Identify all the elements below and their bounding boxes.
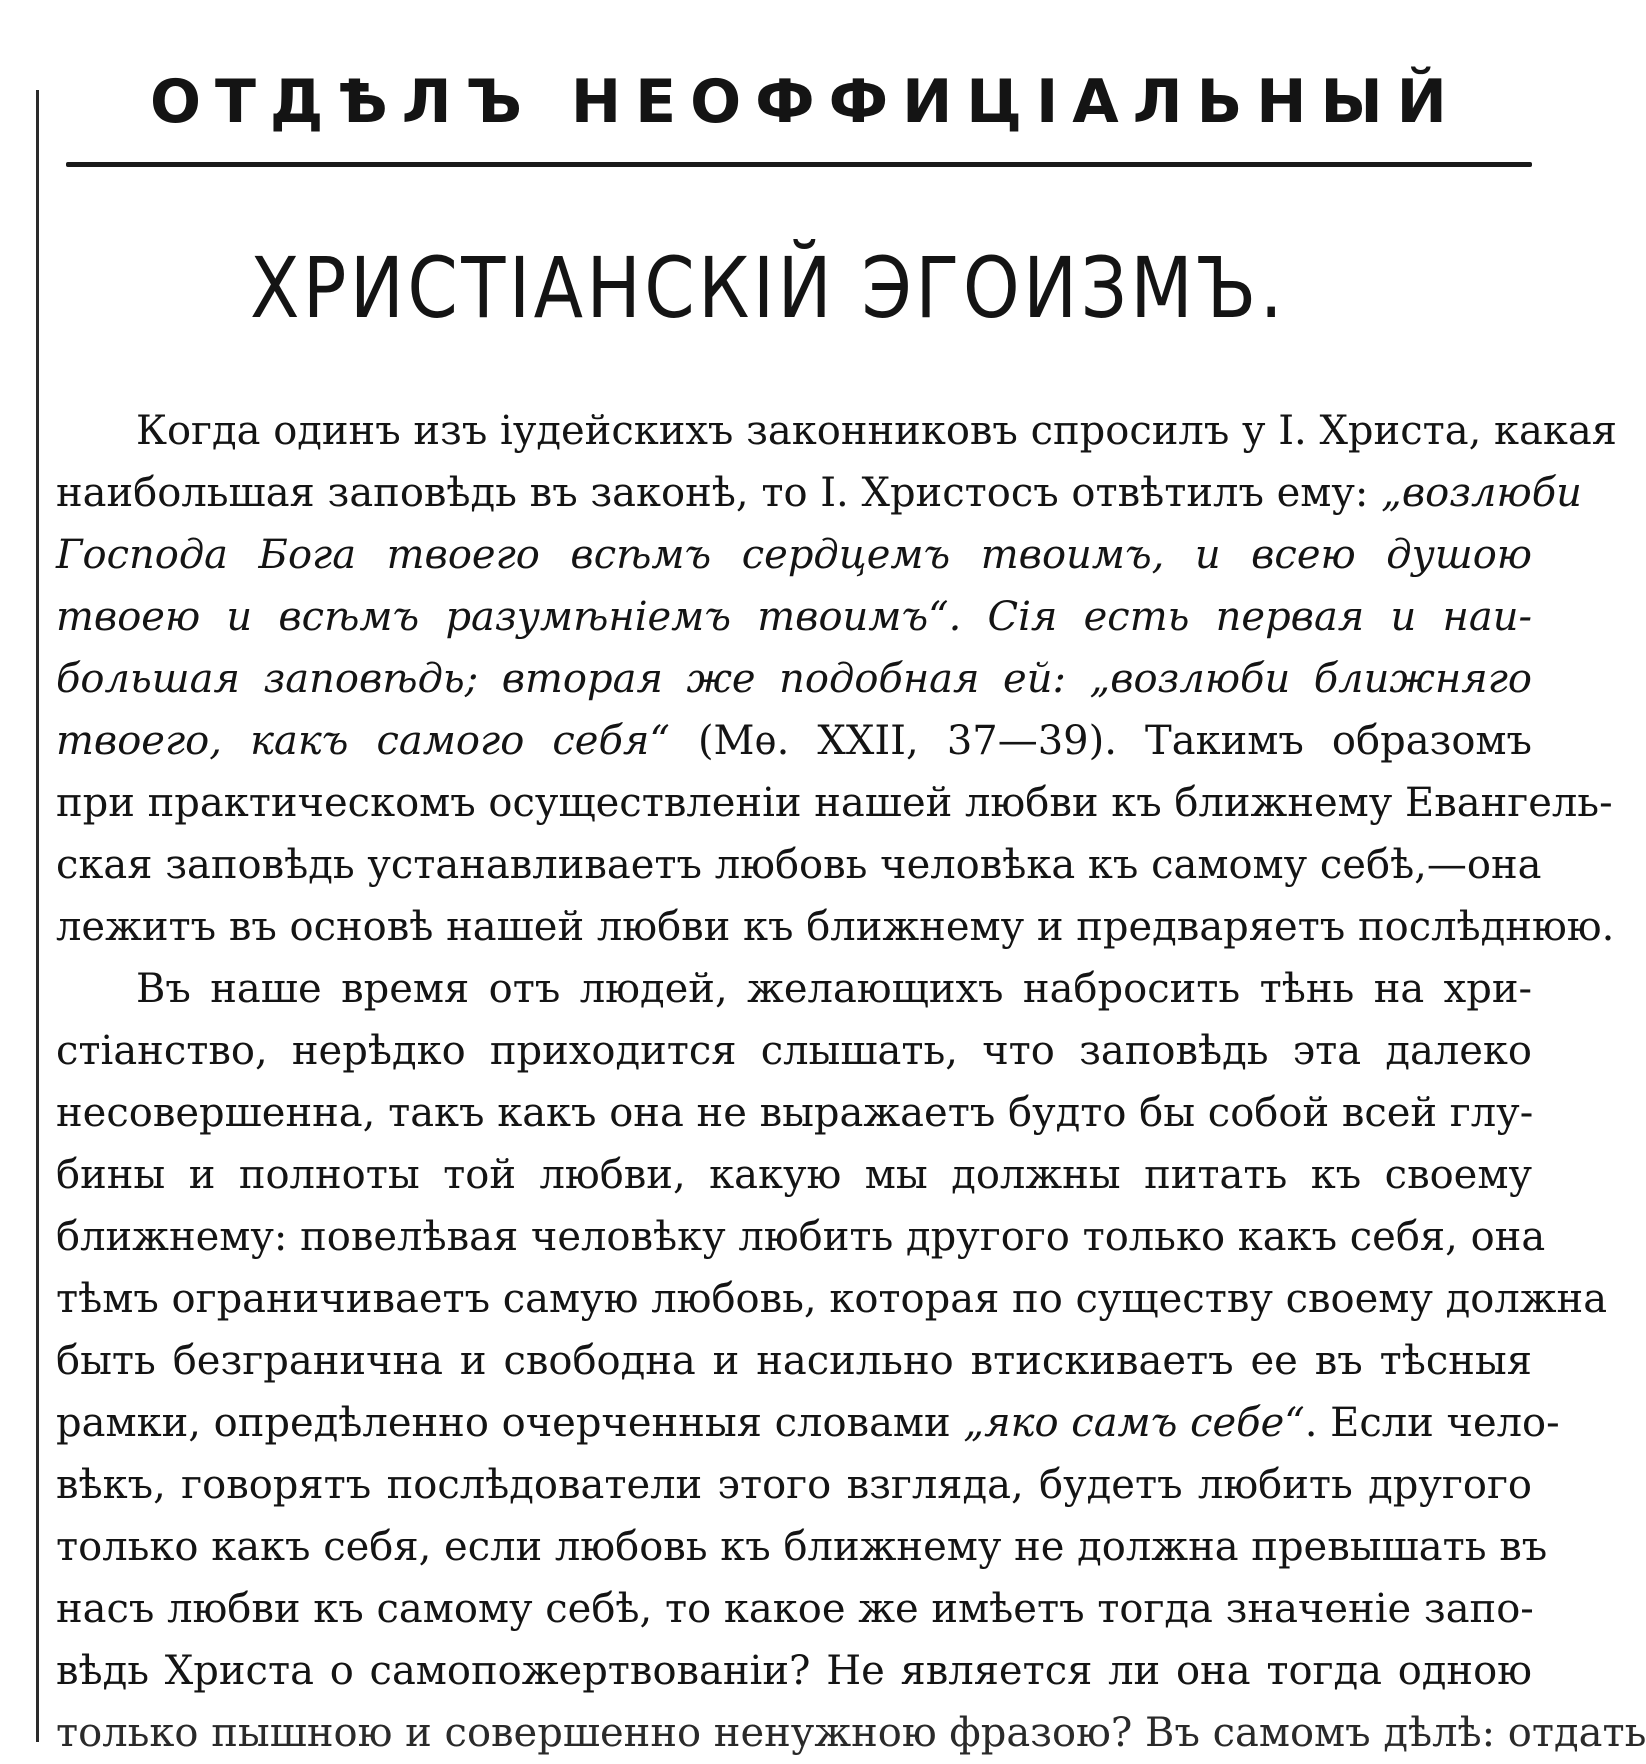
text-segment: Когда одинъ изъ іудейскихъ законниковъ спросилъ у І. Христа, какая bbox=[136, 408, 1617, 454]
body-line bbox=[56, 1640, 1532, 1702]
text-segment: только какъ себя, если любовь къ ближнему не должна превышать въ bbox=[56, 1524, 1548, 1570]
body-line bbox=[56, 648, 1532, 710]
italic-text-segment: „возлюби bbox=[1381, 470, 1582, 516]
article-body bbox=[56, 400, 1646, 1764]
body-line bbox=[56, 1578, 1532, 1640]
text-segment: лежитъ въ основѣ нашей любви къ ближнему и предваряетъ послѣднюю. bbox=[56, 904, 1615, 950]
body-line bbox=[56, 1020, 1532, 1082]
text-segment: (Мѳ. XXII, 37—39). Такимъ образомъ bbox=[669, 718, 1532, 764]
text-segment: насъ любви къ самому себѣ, то какое же имѣетъ тогда значеніе запо- bbox=[56, 1586, 1534, 1632]
text-segment: стіанство, нерѣдко приходится слышать, что заповѣдь эта далеко bbox=[56, 1028, 1532, 1074]
section-header: ОТДѢЛЪ НЕОФФИЦІАЛЬНЫЙ bbox=[150, 67, 1461, 137]
italic-text-segment: Господа Бога твоего всѣмъ сердцемъ твоимъ, и всею душою bbox=[56, 532, 1532, 578]
text-segment: быть безгранична и свободна и насильно втискиваетъ ее въ тѣсныя bbox=[56, 1338, 1532, 1384]
text-segment: наибольшая заповѣдь въ законѣ, то І. Христосъ отвѣтилъ ему: bbox=[56, 470, 1382, 516]
header-rule bbox=[66, 162, 1532, 167]
body-line bbox=[56, 1330, 1532, 1392]
body-line bbox=[56, 462, 1582, 524]
body-line bbox=[56, 834, 1542, 896]
text-segment: вѣкъ, говорятъ послѣдователи этого взгляда, будетъ любить другого bbox=[56, 1462, 1532, 1508]
italic-text-segment: большая заповѣдь; вторая же подобная ей: „возлюби ближняго bbox=[56, 656, 1532, 702]
body-line bbox=[56, 1392, 1560, 1454]
text-segment: бины и полноты той любви, какую мы должны питать къ своему bbox=[56, 1152, 1532, 1198]
text-segment: ближнему: повелѣвая человѣку любить другого только какъ себя, она bbox=[56, 1214, 1546, 1260]
text-segment: только пышною и совершенно ненужною фразою? Въ самомъ дѣлѣ: отдать bbox=[56, 1710, 1646, 1756]
body-line bbox=[56, 896, 1615, 958]
body-line bbox=[56, 524, 1532, 586]
text-segment: рамки, опредѣленно очерченныя словами bbox=[56, 1400, 964, 1446]
text-segment: вѣдь Христа о самопожертвованіи? Не является ли она тогда одною bbox=[56, 1648, 1532, 1694]
body-line bbox=[56, 1144, 1532, 1206]
italic-text-segment: твоего, какъ самого себя“ bbox=[56, 718, 670, 764]
text-segment: несовершенна, такъ какъ она не выражаетъ будто бы собой всей глу- bbox=[56, 1090, 1534, 1136]
body-line bbox=[56, 1702, 1646, 1764]
italic-text-segment: твоею и всѣмъ разумѣніемъ твоимъ“. Сія есть первая и наи- bbox=[56, 594, 1532, 640]
body-line bbox=[56, 710, 1532, 772]
body-line bbox=[56, 400, 1617, 462]
body-line bbox=[56, 1454, 1532, 1516]
body-line bbox=[56, 1268, 1608, 1330]
body-line bbox=[56, 1516, 1548, 1578]
text-segment: . Если чело- bbox=[1304, 1400, 1560, 1446]
text-segment: при практическомъ осуществленіи нашей любви къ ближнему Евангель- bbox=[56, 780, 1613, 826]
left-column-rule bbox=[36, 90, 39, 1742]
article-title: ХРИСТІАНСКІЙ ЭГОИЗМЪ. bbox=[250, 239, 1287, 337]
body-line bbox=[56, 772, 1613, 834]
text-segment: Въ наше время отъ людей, желающихъ набросить тѣнь на хри- bbox=[136, 966, 1532, 1012]
body-line bbox=[56, 1206, 1546, 1268]
body-line bbox=[56, 1082, 1532, 1144]
body-line bbox=[56, 586, 1532, 648]
body-line bbox=[56, 958, 1532, 1020]
text-segment: тѣмъ ограничиваетъ самую любовь, которая по существу своему должна bbox=[56, 1276, 1608, 1322]
text-segment: ская заповѣдь устанавливаетъ любовь человѣка къ самому себѣ,—она bbox=[56, 842, 1542, 888]
italic-text-segment: „яко самъ себе“ bbox=[963, 1400, 1305, 1446]
